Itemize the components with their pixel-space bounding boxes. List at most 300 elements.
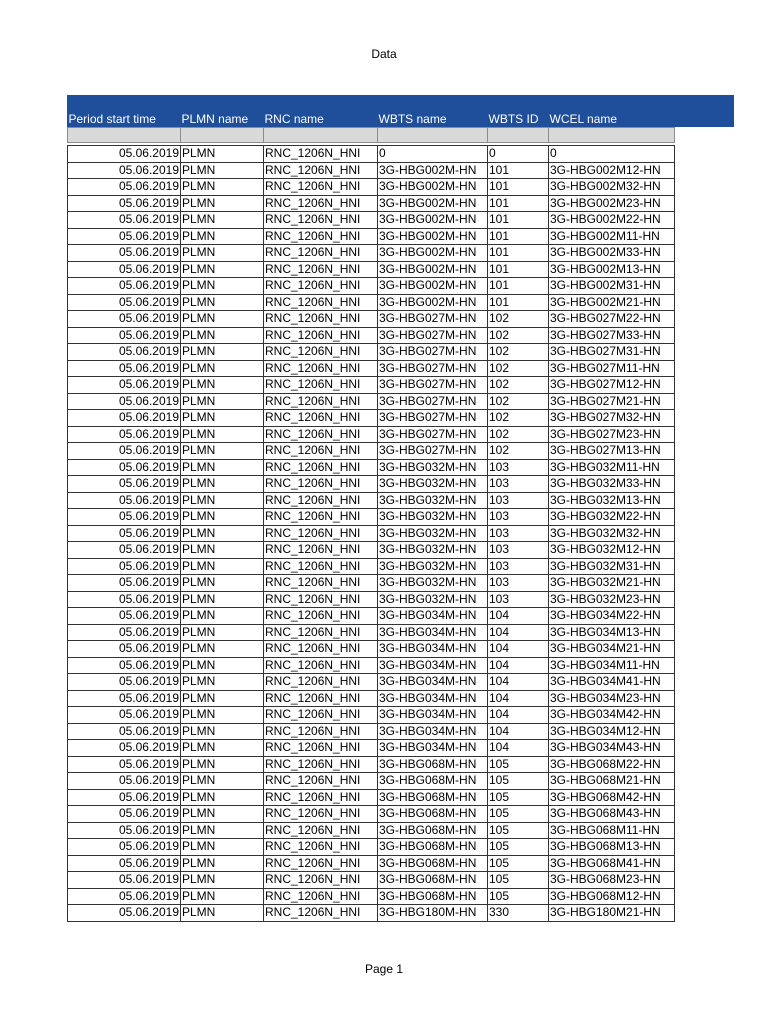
cell-rnc-name: RNC_1206N_HNI	[264, 344, 378, 361]
cell-plmn-name: PLMN	[181, 476, 264, 493]
cell-wbts-name: 3G-HBG034M-HN	[378, 641, 488, 658]
cell-period-start-time: 05.06.2019	[68, 723, 181, 740]
cell-wbts-id: 101	[488, 278, 549, 295]
cell-wcel-name: 3G-HBG027M12-HN	[549, 377, 675, 394]
cell-rnc-name: RNC_1206N_HNI	[264, 608, 378, 625]
table-row	[68, 657, 675, 674]
table-row	[68, 773, 675, 790]
cell-period-start-time: 05.06.2019	[68, 756, 181, 773]
cell-rnc-name: RNC_1206N_HNI	[264, 426, 378, 443]
table-row	[68, 261, 675, 278]
cell-period-start-time: 05.06.2019	[68, 542, 181, 559]
table-row	[68, 245, 675, 262]
cell-wbts-name: 3G-HBG032M-HN	[378, 542, 488, 559]
cell-wcel-name: 3G-HBG002M32-HN	[549, 179, 675, 196]
table-row	[68, 707, 675, 724]
cell-wbts-id: 102	[488, 360, 549, 377]
cell-rnc-name: RNC_1206N_HNI	[264, 212, 378, 229]
cell-period-start-time: 05.06.2019	[68, 146, 181, 163]
cell-wbts-name: 3G-HBG068M-HN	[378, 888, 488, 905]
table-row	[68, 410, 675, 427]
cell-period-start-time: 05.06.2019	[68, 509, 181, 526]
cell-wbts-id: 102	[488, 377, 549, 394]
cell-rnc-name: RNC_1206N_HNI	[264, 245, 378, 262]
cell-wcel-name: 3G-HBG027M22-HN	[549, 311, 675, 328]
cell-rnc-name: RNC_1206N_HNI	[264, 641, 378, 658]
cell-wbts-id: 105	[488, 756, 549, 773]
cell-wcel-name: 3G-HBG027M21-HN	[549, 393, 675, 410]
table-row	[68, 443, 675, 460]
cell-wbts-name: 3G-HBG034M-HN	[378, 624, 488, 641]
table-row	[68, 360, 675, 377]
cell-plmn-name: PLMN	[181, 162, 264, 179]
table-row	[68, 839, 675, 856]
table-row	[68, 476, 675, 493]
cell-wbts-id: 101	[488, 195, 549, 212]
cell-wbts-name: 3G-HBG027M-HN	[378, 327, 488, 344]
cell-rnc-name: RNC_1206N_HNI	[264, 657, 378, 674]
cell-wcel-name: 3G-HBG032M31-HN	[549, 558, 675, 575]
cell-plmn-name: PLMN	[181, 888, 264, 905]
cell-period-start-time: 05.06.2019	[68, 888, 181, 905]
cell-wcel-name: 3G-HBG034M21-HN	[549, 641, 675, 658]
cell-wcel-name: 3G-HBG027M11-HN	[549, 360, 675, 377]
cell-period-start-time: 05.06.2019	[68, 393, 181, 410]
cell-plmn-name: PLMN	[181, 905, 264, 922]
cell-period-start-time: 05.06.2019	[68, 179, 181, 196]
cell-period-start-time: 05.06.2019	[68, 674, 181, 691]
cell-wbts-name: 3G-HBG032M-HN	[378, 492, 488, 509]
cell-wbts-name: 3G-HBG032M-HN	[378, 558, 488, 575]
cell-wcel-name: 3G-HBG034M11-HN	[549, 657, 675, 674]
cell-period-start-time: 05.06.2019	[68, 410, 181, 427]
cell-rnc-name: RNC_1206N_HNI	[264, 294, 378, 311]
table-row	[68, 806, 675, 823]
cell-wcel-name: 3G-HBG032M32-HN	[549, 525, 675, 542]
cell-plmn-name: PLMN	[181, 311, 264, 328]
cell-wbts-id: 330	[488, 905, 549, 922]
cell-wbts-name: 3G-HBG180M-HN	[378, 905, 488, 922]
cell-rnc-name: RNC_1206N_HNI	[264, 723, 378, 740]
cell-wbts-id: 105	[488, 839, 549, 856]
cell-wbts-id: 105	[488, 789, 549, 806]
cell-rnc-name: RNC_1206N_HNI	[264, 410, 378, 427]
table-row	[68, 179, 675, 196]
cell-rnc-name: RNC_1206N_HNI	[264, 822, 378, 839]
cell-wcel-name: 3G-HBG034M22-HN	[549, 608, 675, 625]
cell-plmn-name: PLMN	[181, 608, 264, 625]
cell-period-start-time: 05.06.2019	[68, 641, 181, 658]
cell-wbts-id: 103	[488, 558, 549, 575]
cell-wbts-name: 3G-HBG032M-HN	[378, 476, 488, 493]
cell-plmn-name: PLMN	[181, 591, 264, 608]
table-row	[68, 426, 675, 443]
cell-wbts-name: 3G-HBG027M-HN	[378, 311, 488, 328]
cell-wbts-name: 3G-HBG002M-HN	[378, 228, 488, 245]
cell-plmn-name: PLMN	[181, 261, 264, 278]
cell-wbts-name: 3G-HBG068M-HN	[378, 839, 488, 856]
cell-wbts-name: 3G-HBG032M-HN	[378, 591, 488, 608]
cell-wcel-name: 3G-HBG032M33-HN	[549, 476, 675, 493]
page-footer: Page 1	[364, 962, 404, 976]
cell-period-start-time: 05.06.2019	[68, 195, 181, 212]
cell-wbts-id: 101	[488, 179, 549, 196]
table-row	[68, 789, 675, 806]
cell-period-start-time: 05.06.2019	[68, 162, 181, 179]
cell-plmn-name: PLMN	[181, 822, 264, 839]
cell-rnc-name: RNC_1206N_HNI	[264, 162, 378, 179]
cell-period-start-time: 05.06.2019	[68, 261, 181, 278]
cell-rnc-name: RNC_1206N_HNI	[264, 393, 378, 410]
cell-wbts-name: 3G-HBG068M-HN	[378, 756, 488, 773]
cell-wcel-name: 3G-HBG032M12-HN	[549, 542, 675, 559]
cell-plmn-name: PLMN	[181, 426, 264, 443]
cell-plmn-name: PLMN	[181, 624, 264, 641]
cell-period-start-time: 05.06.2019	[68, 443, 181, 460]
cell-wcel-name: 3G-HBG068M42-HN	[549, 789, 675, 806]
table-row	[68, 377, 675, 394]
table-row	[68, 723, 675, 740]
cell-period-start-time: 05.06.2019	[68, 789, 181, 806]
cell-plmn-name: PLMN	[181, 212, 264, 229]
column-header: Period start time	[68, 111, 181, 128]
table-row	[68, 690, 675, 707]
cell-wbts-id: 102	[488, 344, 549, 361]
cell-wcel-name: 3G-HBG068M11-HN	[549, 822, 675, 839]
cell-wbts-id: 103	[488, 476, 549, 493]
cell-plmn-name: PLMN	[181, 525, 264, 542]
table-row	[68, 558, 675, 575]
cell-plmn-name: PLMN	[181, 855, 264, 872]
cell-wbts-name: 3G-HBG002M-HN	[378, 195, 488, 212]
table-row	[68, 509, 675, 526]
table-row	[68, 212, 675, 229]
table-row	[68, 146, 675, 163]
cell-wbts-id: 104	[488, 707, 549, 724]
cell-wcel-name: 3G-HBG034M23-HN	[549, 690, 675, 707]
cell-period-start-time: 05.06.2019	[68, 426, 181, 443]
cell-wbts-name: 3G-HBG002M-HN	[378, 179, 488, 196]
cell-rnc-name: RNC_1206N_HNI	[264, 707, 378, 724]
cell-wcel-name: 3G-HBG027M32-HN	[549, 410, 675, 427]
cell-plmn-name: PLMN	[181, 344, 264, 361]
cell-wcel-name: 3G-HBG032M11-HN	[549, 459, 675, 476]
cell-period-start-time: 05.06.2019	[68, 327, 181, 344]
cell-period-start-time: 05.06.2019	[68, 839, 181, 856]
cell-plmn-name: PLMN	[181, 245, 264, 262]
table-row	[68, 888, 675, 905]
column-header: WCEL name	[549, 111, 675, 128]
cell-period-start-time: 05.06.2019	[68, 657, 181, 674]
cell-wbts-id: 102	[488, 393, 549, 410]
cell-wbts-name: 3G-HBG002M-HN	[378, 294, 488, 311]
table-row	[68, 641, 675, 658]
cell-period-start-time: 05.06.2019	[68, 525, 181, 542]
cell-rnc-name: RNC_1206N_HNI	[264, 179, 378, 196]
cell-rnc-name: RNC_1206N_HNI	[264, 509, 378, 526]
cell-wcel-name: 3G-HBG002M21-HN	[549, 294, 675, 311]
cell-plmn-name: PLMN	[181, 839, 264, 856]
cell-wbts-id: 105	[488, 872, 549, 889]
cell-rnc-name: RNC_1206N_HNI	[264, 855, 378, 872]
cell-wcel-name: 3G-HBG068M22-HN	[549, 756, 675, 773]
cell-wbts-name: 3G-HBG027M-HN	[378, 377, 488, 394]
cell-rnc-name: RNC_1206N_HNI	[264, 806, 378, 823]
table-row	[68, 393, 675, 410]
cell-period-start-time: 05.06.2019	[68, 591, 181, 608]
cell-wbts-name: 3G-HBG068M-HN	[378, 806, 488, 823]
cell-wcel-name: 3G-HBG034M43-HN	[549, 740, 675, 757]
table-row	[68, 228, 675, 245]
table-row	[68, 459, 675, 476]
cell-plmn-name: PLMN	[181, 459, 264, 476]
cell-plmn-name: PLMN	[181, 657, 264, 674]
cell-wbts-id: 105	[488, 822, 549, 839]
cell-wcel-name: 3G-HBG002M22-HN	[549, 212, 675, 229]
table-row	[68, 525, 675, 542]
cell-wbts-name: 3G-HBG032M-HN	[378, 459, 488, 476]
cell-rnc-name: RNC_1206N_HNI	[264, 789, 378, 806]
table-row	[68, 740, 675, 757]
cell-plmn-name: PLMN	[181, 789, 264, 806]
table-row	[68, 674, 675, 691]
cell-rnc-name: RNC_1206N_HNI	[264, 377, 378, 394]
cell-wbts-id: 104	[488, 641, 549, 658]
cell-rnc-name: RNC_1206N_HNI	[264, 261, 378, 278]
cell-rnc-name: RNC_1206N_HNI	[264, 146, 378, 163]
cell-plmn-name: PLMN	[181, 195, 264, 212]
cell-rnc-name: RNC_1206N_HNI	[264, 839, 378, 856]
cell-wbts-id: 105	[488, 806, 549, 823]
cell-wcel-name: 3G-HBG027M13-HN	[549, 443, 675, 460]
cell-period-start-time: 05.06.2019	[68, 575, 181, 592]
cell-rnc-name: RNC_1206N_HNI	[264, 443, 378, 460]
cell-wbts-name: 3G-HBG068M-HN	[378, 789, 488, 806]
table-row	[68, 492, 675, 509]
cell-wbts-id: 104	[488, 740, 549, 757]
cell-wcel-name: 3G-HBG002M12-HN	[549, 162, 675, 179]
cell-wbts-id: 102	[488, 327, 549, 344]
cell-wcel-name: 3G-HBG027M31-HN	[549, 344, 675, 361]
table-row	[68, 624, 675, 641]
cell-wbts-id: 105	[488, 773, 549, 790]
cell-rnc-name: RNC_1206N_HNI	[264, 360, 378, 377]
table-row	[68, 575, 675, 592]
cell-plmn-name: PLMN	[181, 773, 264, 790]
table-row	[68, 542, 675, 559]
table-row	[68, 195, 675, 212]
cell-wbts-name: 3G-HBG032M-HN	[378, 509, 488, 526]
cell-wcel-name: 3G-HBG068M43-HN	[549, 806, 675, 823]
cell-period-start-time: 05.06.2019	[68, 608, 181, 625]
cell-wbts-name: 3G-HBG034M-HN	[378, 723, 488, 740]
cell-wcel-name: 3G-HBG027M23-HN	[549, 426, 675, 443]
cell-wcel-name: 3G-HBG068M41-HN	[549, 855, 675, 872]
cell-wbts-id: 102	[488, 410, 549, 427]
cell-period-start-time: 05.06.2019	[68, 740, 181, 757]
cell-wbts-name: 3G-HBG027M-HN	[378, 344, 488, 361]
table-row	[68, 294, 675, 311]
cell-plmn-name: PLMN	[181, 179, 264, 196]
cell-plmn-name: PLMN	[181, 641, 264, 658]
column-header: PLMN name	[181, 111, 264, 128]
cell-wbts-name: 3G-HBG068M-HN	[378, 822, 488, 839]
table-row	[68, 872, 675, 889]
cell-wbts-id: 104	[488, 690, 549, 707]
cell-period-start-time: 05.06.2019	[68, 228, 181, 245]
cell-rnc-name: RNC_1206N_HNI	[264, 542, 378, 559]
cell-period-start-time: 05.06.2019	[68, 344, 181, 361]
cell-wcel-name: 3G-HBG027M33-HN	[549, 327, 675, 344]
cell-plmn-name: PLMN	[181, 278, 264, 295]
table-row	[68, 855, 675, 872]
table-row	[68, 905, 675, 922]
cell-period-start-time: 05.06.2019	[68, 707, 181, 724]
blank-filter-row	[68, 128, 675, 143]
cell-wbts-name: 3G-HBG032M-HN	[378, 525, 488, 542]
cell-wbts-name: 3G-HBG027M-HN	[378, 393, 488, 410]
cell-wbts-id: 102	[488, 311, 549, 328]
cell-plmn-name: PLMN	[181, 492, 264, 509]
cell-wcel-name: 3G-HBG034M42-HN	[549, 707, 675, 724]
cell-plmn-name: PLMN	[181, 740, 264, 757]
cell-period-start-time: 05.06.2019	[68, 476, 181, 493]
cell-wbts-name: 0	[378, 146, 488, 163]
cell-wbts-id: 101	[488, 162, 549, 179]
cell-wcel-name: 3G-HBG032M23-HN	[549, 591, 675, 608]
cell-period-start-time: 05.06.2019	[68, 855, 181, 872]
table-row	[68, 327, 675, 344]
cell-wbts-id: 103	[488, 542, 549, 559]
table-row	[68, 822, 675, 839]
cell-wbts-name: 3G-HBG032M-HN	[378, 575, 488, 592]
cell-plmn-name: PLMN	[181, 327, 264, 344]
cell-rnc-name: RNC_1206N_HNI	[264, 558, 378, 575]
table-row	[68, 278, 675, 295]
cell-plmn-name: PLMN	[181, 806, 264, 823]
cell-period-start-time: 05.06.2019	[68, 872, 181, 889]
table-row	[68, 344, 675, 361]
cell-wbts-id: 101	[488, 212, 549, 229]
table-row	[68, 162, 675, 179]
cell-wbts-id: 103	[488, 525, 549, 542]
cell-period-start-time: 05.06.2019	[68, 278, 181, 295]
cell-wcel-name: 3G-HBG034M41-HN	[549, 674, 675, 691]
cell-wcel-name: 3G-HBG002M23-HN	[549, 195, 675, 212]
cell-rnc-name: RNC_1206N_HNI	[264, 195, 378, 212]
cell-wbts-id: 103	[488, 509, 549, 526]
cell-wcel-name: 3G-HBG002M11-HN	[549, 228, 675, 245]
cell-wbts-id: 0	[488, 146, 549, 163]
cell-period-start-time: 05.06.2019	[68, 294, 181, 311]
cell-wbts-id: 105	[488, 855, 549, 872]
cell-plmn-name: PLMN	[181, 723, 264, 740]
cell-rnc-name: RNC_1206N_HNI	[264, 905, 378, 922]
cell-wcel-name: 3G-HBG068M12-HN	[549, 888, 675, 905]
cell-rnc-name: RNC_1206N_HNI	[264, 459, 378, 476]
cell-wcel-name: 3G-HBG002M31-HN	[549, 278, 675, 295]
cell-plmn-name: PLMN	[181, 294, 264, 311]
cell-wcel-name: 3G-HBG034M12-HN	[549, 723, 675, 740]
cell-rnc-name: RNC_1206N_HNI	[264, 591, 378, 608]
table-row	[68, 591, 675, 608]
cell-rnc-name: RNC_1206N_HNI	[264, 624, 378, 641]
cell-wbts-name: 3G-HBG068M-HN	[378, 855, 488, 872]
cell-plmn-name: PLMN	[181, 509, 264, 526]
cell-wbts-name: 3G-HBG027M-HN	[378, 410, 488, 427]
cell-wbts-name: 3G-HBG068M-HN	[378, 773, 488, 790]
table-row	[68, 608, 675, 625]
cell-plmn-name: PLMN	[181, 443, 264, 460]
cell-wbts-id: 104	[488, 723, 549, 740]
cell-wbts-id: 101	[488, 245, 549, 262]
cell-plmn-name: PLMN	[181, 377, 264, 394]
cell-wbts-name: 3G-HBG002M-HN	[378, 212, 488, 229]
cell-wbts-id: 101	[488, 261, 549, 278]
cell-rnc-name: RNC_1206N_HNI	[264, 492, 378, 509]
cell-wbts-id: 101	[488, 294, 549, 311]
cell-wbts-name: 3G-HBG002M-HN	[378, 162, 488, 179]
cell-period-start-time: 05.06.2019	[68, 624, 181, 641]
cell-period-start-time: 05.06.2019	[68, 360, 181, 377]
cell-plmn-name: PLMN	[181, 872, 264, 889]
cell-wcel-name: 3G-HBG180M21-HN	[549, 905, 675, 922]
cell-period-start-time: 05.06.2019	[68, 806, 181, 823]
cell-plmn-name: PLMN	[181, 674, 264, 691]
cell-wcel-name: 3G-HBG032M22-HN	[549, 509, 675, 526]
cell-period-start-time: 05.06.2019	[68, 377, 181, 394]
cell-plmn-name: PLMN	[181, 146, 264, 163]
cell-wbts-id: 103	[488, 575, 549, 592]
cell-wcel-name: 3G-HBG034M13-HN	[549, 624, 675, 641]
cell-plmn-name: PLMN	[181, 410, 264, 427]
cell-wbts-name: 3G-HBG027M-HN	[378, 443, 488, 460]
cell-wbts-name: 3G-HBG027M-HN	[378, 360, 488, 377]
cell-plmn-name: PLMN	[181, 558, 264, 575]
cell-plmn-name: PLMN	[181, 690, 264, 707]
table-row	[68, 756, 675, 773]
cell-wcel-name: 3G-HBG032M13-HN	[549, 492, 675, 509]
header-row	[68, 111, 675, 128]
cell-period-start-time: 05.06.2019	[68, 905, 181, 922]
cell-wbts-id: 104	[488, 657, 549, 674]
cell-rnc-name: RNC_1206N_HNI	[264, 278, 378, 295]
column-header: WBTS ID	[488, 111, 549, 128]
cell-rnc-name: RNC_1206N_HNI	[264, 690, 378, 707]
cell-period-start-time: 05.06.2019	[68, 492, 181, 509]
cell-wcel-name: 3G-HBG002M33-HN	[549, 245, 675, 262]
cell-period-start-time: 05.06.2019	[68, 311, 181, 328]
cell-rnc-name: RNC_1206N_HNI	[264, 773, 378, 790]
cell-wbts-id: 105	[488, 888, 549, 905]
cell-rnc-name: RNC_1206N_HNI	[264, 525, 378, 542]
cell-plmn-name: PLMN	[181, 707, 264, 724]
cell-rnc-name: RNC_1206N_HNI	[264, 872, 378, 889]
table-row	[68, 311, 675, 328]
cell-rnc-name: RNC_1206N_HNI	[264, 327, 378, 344]
cell-period-start-time: 05.06.2019	[68, 459, 181, 476]
cell-plmn-name: PLMN	[181, 575, 264, 592]
cell-wbts-id: 103	[488, 591, 549, 608]
cell-wbts-id: 101	[488, 228, 549, 245]
cell-wbts-name: 3G-HBG034M-HN	[378, 707, 488, 724]
cell-period-start-time: 05.06.2019	[68, 773, 181, 790]
cell-wbts-name: 3G-HBG027M-HN	[378, 426, 488, 443]
cell-plmn-name: PLMN	[181, 393, 264, 410]
cell-wcel-name: 3G-HBG068M21-HN	[549, 773, 675, 790]
cell-wbts-id: 103	[488, 459, 549, 476]
cell-rnc-name: RNC_1206N_HNI	[264, 476, 378, 493]
